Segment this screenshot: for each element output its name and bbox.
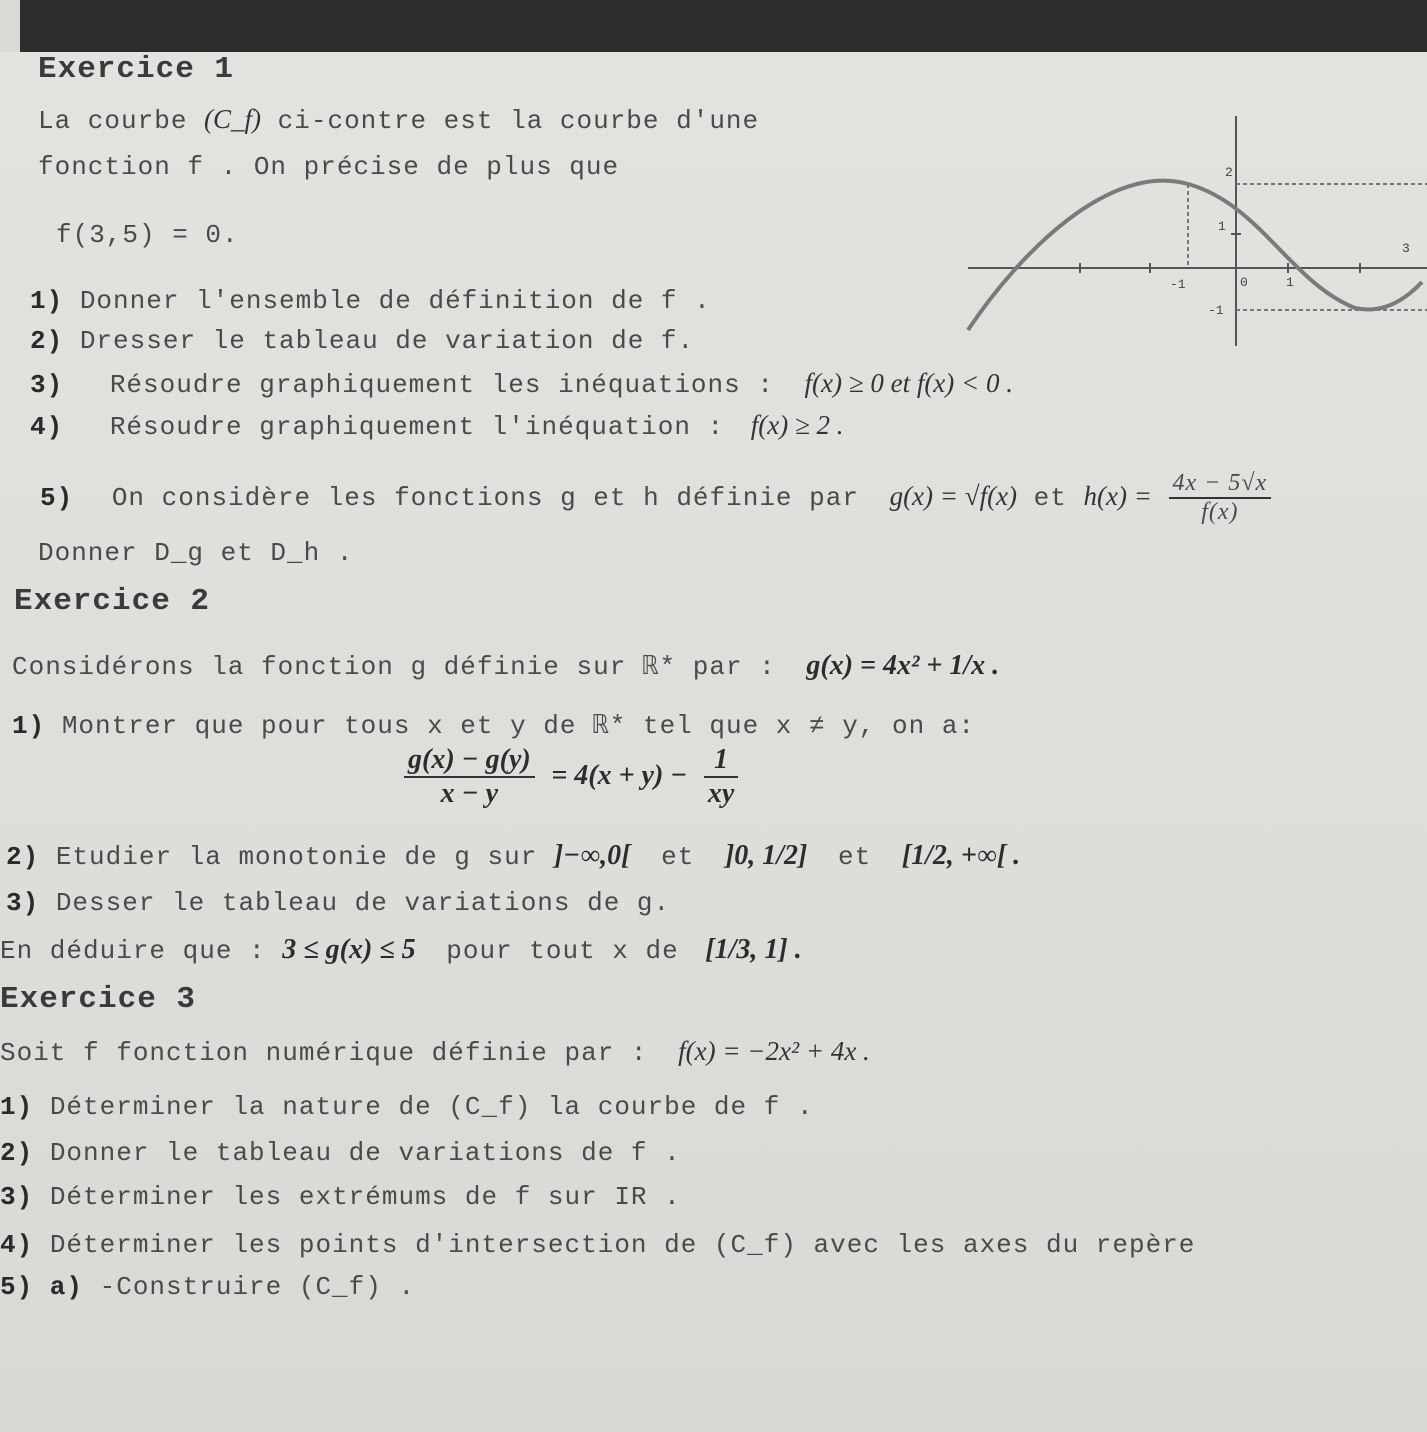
ex1-q5-line2: Donner D_g et D_h . — [38, 538, 354, 568]
deduce-text-2: pour tout x de — [446, 936, 679, 966]
q-text: -Construire (C_f) . — [99, 1272, 416, 1302]
ex3-question-2 — [0, 1138, 681, 1168]
q-number: 1) — [30, 286, 64, 316]
q-text: Donner le tableau de variations de f . — [49, 1138, 681, 1168]
curve-cf — [968, 181, 1422, 330]
ex1-intro-b: ci-contre est la courbe d'une — [277, 106, 760, 136]
h-denominator: f(x) — [1201, 499, 1239, 525]
q-et: et — [837, 842, 872, 872]
ex2-question-2 — [6, 840, 1020, 872]
q-et: et — [1033, 482, 1067, 513]
formula-right-numerator: 1 — [704, 744, 738, 778]
q-number: 4) — [30, 412, 64, 442]
q-number: 1) — [12, 711, 46, 741]
formula-left-fraction — [404, 744, 535, 810]
ex2-question-3 — [6, 888, 670, 918]
q-number: 2) — [0, 1138, 34, 1168]
graph-label: -1 — [1208, 303, 1224, 318]
formula-right-denominator: xy — [707, 778, 735, 809]
formula-middle: = 4(x + y) − — [551, 759, 688, 791]
q-text: On considère les fonctions g et h définie par — [111, 482, 859, 513]
q-number: 3) — [0, 1182, 34, 1212]
deduce-interval: [1/3, 1] . — [705, 934, 802, 965]
q-text: Donner l'ensemble de définition de f . — [79, 286, 711, 316]
ex1-question-2 — [30, 326, 694, 356]
ex1-question-1 — [30, 286, 711, 316]
q-number: 1) — [0, 1092, 34, 1122]
interval-1: ]−∞,0[ — [553, 840, 631, 871]
q-text: Déterminer la nature de (C_f) la courbe de f . — [49, 1092, 814, 1122]
q-number: 5) a) — [0, 1272, 84, 1302]
q-number: 3) — [30, 370, 64, 400]
formula-numerator: g(x) − g(y) — [404, 744, 535, 778]
ex1-intro-line1 — [38, 104, 759, 136]
ex1-intro-a: La courbe — [38, 106, 188, 136]
q-text: Résoudre graphiquement l'inéquation : — [109, 412, 725, 442]
ex1-question-3 — [30, 368, 1013, 400]
ex3-intro — [0, 1036, 870, 1068]
ex2-intro-math: g(x) = 4x² + 1/x . — [806, 650, 1000, 681]
exercise-2-title: Exercice 2 — [14, 584, 211, 619]
graph-label: -1 — [1170, 277, 1186, 292]
top-dark-band — [20, 0, 1427, 52]
ex2-question-1 — [12, 710, 975, 741]
q-text: Montrer que pour tous x et y de ℝ* tel que x ≠ y, on a: — [61, 711, 976, 741]
ex3-question-4 — [0, 1230, 1195, 1260]
q-et: et — [661, 842, 695, 872]
ex1-intro-line3: f(3,5) = 0. — [56, 220, 239, 250]
exercise-1-title: Exercice 1 — [38, 52, 235, 87]
graph-label: 1 — [1218, 219, 1226, 234]
q-text: Dresser le tableau de variation de f. — [79, 326, 695, 356]
q-text: Déterminer les points d'intersection de (C_f) avec les axes du repère — [49, 1230, 1196, 1260]
ex2-intro-text: Considérons la fonction g définie sur ℝ* par : — [12, 652, 776, 682]
formula-right-fraction — [704, 744, 738, 810]
q-text: Déterminer les extrémums de f sur IR . — [49, 1182, 681, 1212]
h-definition-lhs: h(x) = — [1083, 480, 1152, 511]
ex2-intro — [12, 650, 999, 682]
q-text: Desser le tableau de variations de g. — [55, 888, 671, 918]
ex3-intro-text: Soit f fonction numérique définie par : — [0, 1038, 648, 1068]
q-number: 5) — [40, 482, 74, 513]
ex3-intro-math: f(x) = −2x² + 4x . — [678, 1036, 870, 1066]
graph-label: 3 — [1402, 241, 1410, 256]
ex1-intro-curve: (C_f) — [204, 104, 262, 134]
formula-denominator: x − y — [440, 778, 499, 809]
graph-label: 2 — [1225, 165, 1233, 180]
curve-cf-graph — [960, 112, 1427, 350]
q-text: Etudier la monotonie de g sur — [55, 842, 538, 872]
ex1-question-4 — [30, 410, 844, 442]
graph-label: 0 — [1240, 275, 1248, 290]
ex1-question-5 — [40, 470, 1271, 526]
h-fraction — [1169, 470, 1272, 526]
q-number: 4) — [0, 1230, 34, 1260]
q-number: 2) — [6, 842, 40, 872]
ex2-deduce — [0, 934, 802, 966]
ex2-formula — [404, 744, 738, 810]
ex1-intro-line2: fonction f . On précise de plus que — [38, 152, 620, 182]
interval-2: ]0, 1/2] — [724, 840, 808, 871]
q-number: 3) — [6, 888, 40, 918]
q-number: 2) — [30, 326, 64, 356]
ex3-question-1 — [0, 1092, 814, 1122]
graph-label: 1 — [1286, 275, 1294, 290]
exercise-3-title: Exercice 3 — [0, 982, 197, 1017]
h-numerator: 4x − 5√x — [1169, 470, 1272, 499]
deduce-math: 3 ≤ g(x) ≤ 5 — [282, 934, 416, 965]
g-definition: g(x) = √f(x) — [889, 480, 1018, 511]
deduce-text: En déduire que : — [0, 936, 266, 966]
interval-3: [1/2, +∞[ . — [901, 840, 1021, 871]
q-math: f(x) ≥ 2 . — [750, 410, 844, 440]
ex3-question-5 — [0, 1272, 415, 1302]
ex3-question-3 — [0, 1182, 681, 1212]
q-math: f(x) ≥ 0 et f(x) < 0 . — [804, 368, 1014, 398]
q-text: Résoudre graphiquement les inéquations : — [109, 370, 774, 400]
